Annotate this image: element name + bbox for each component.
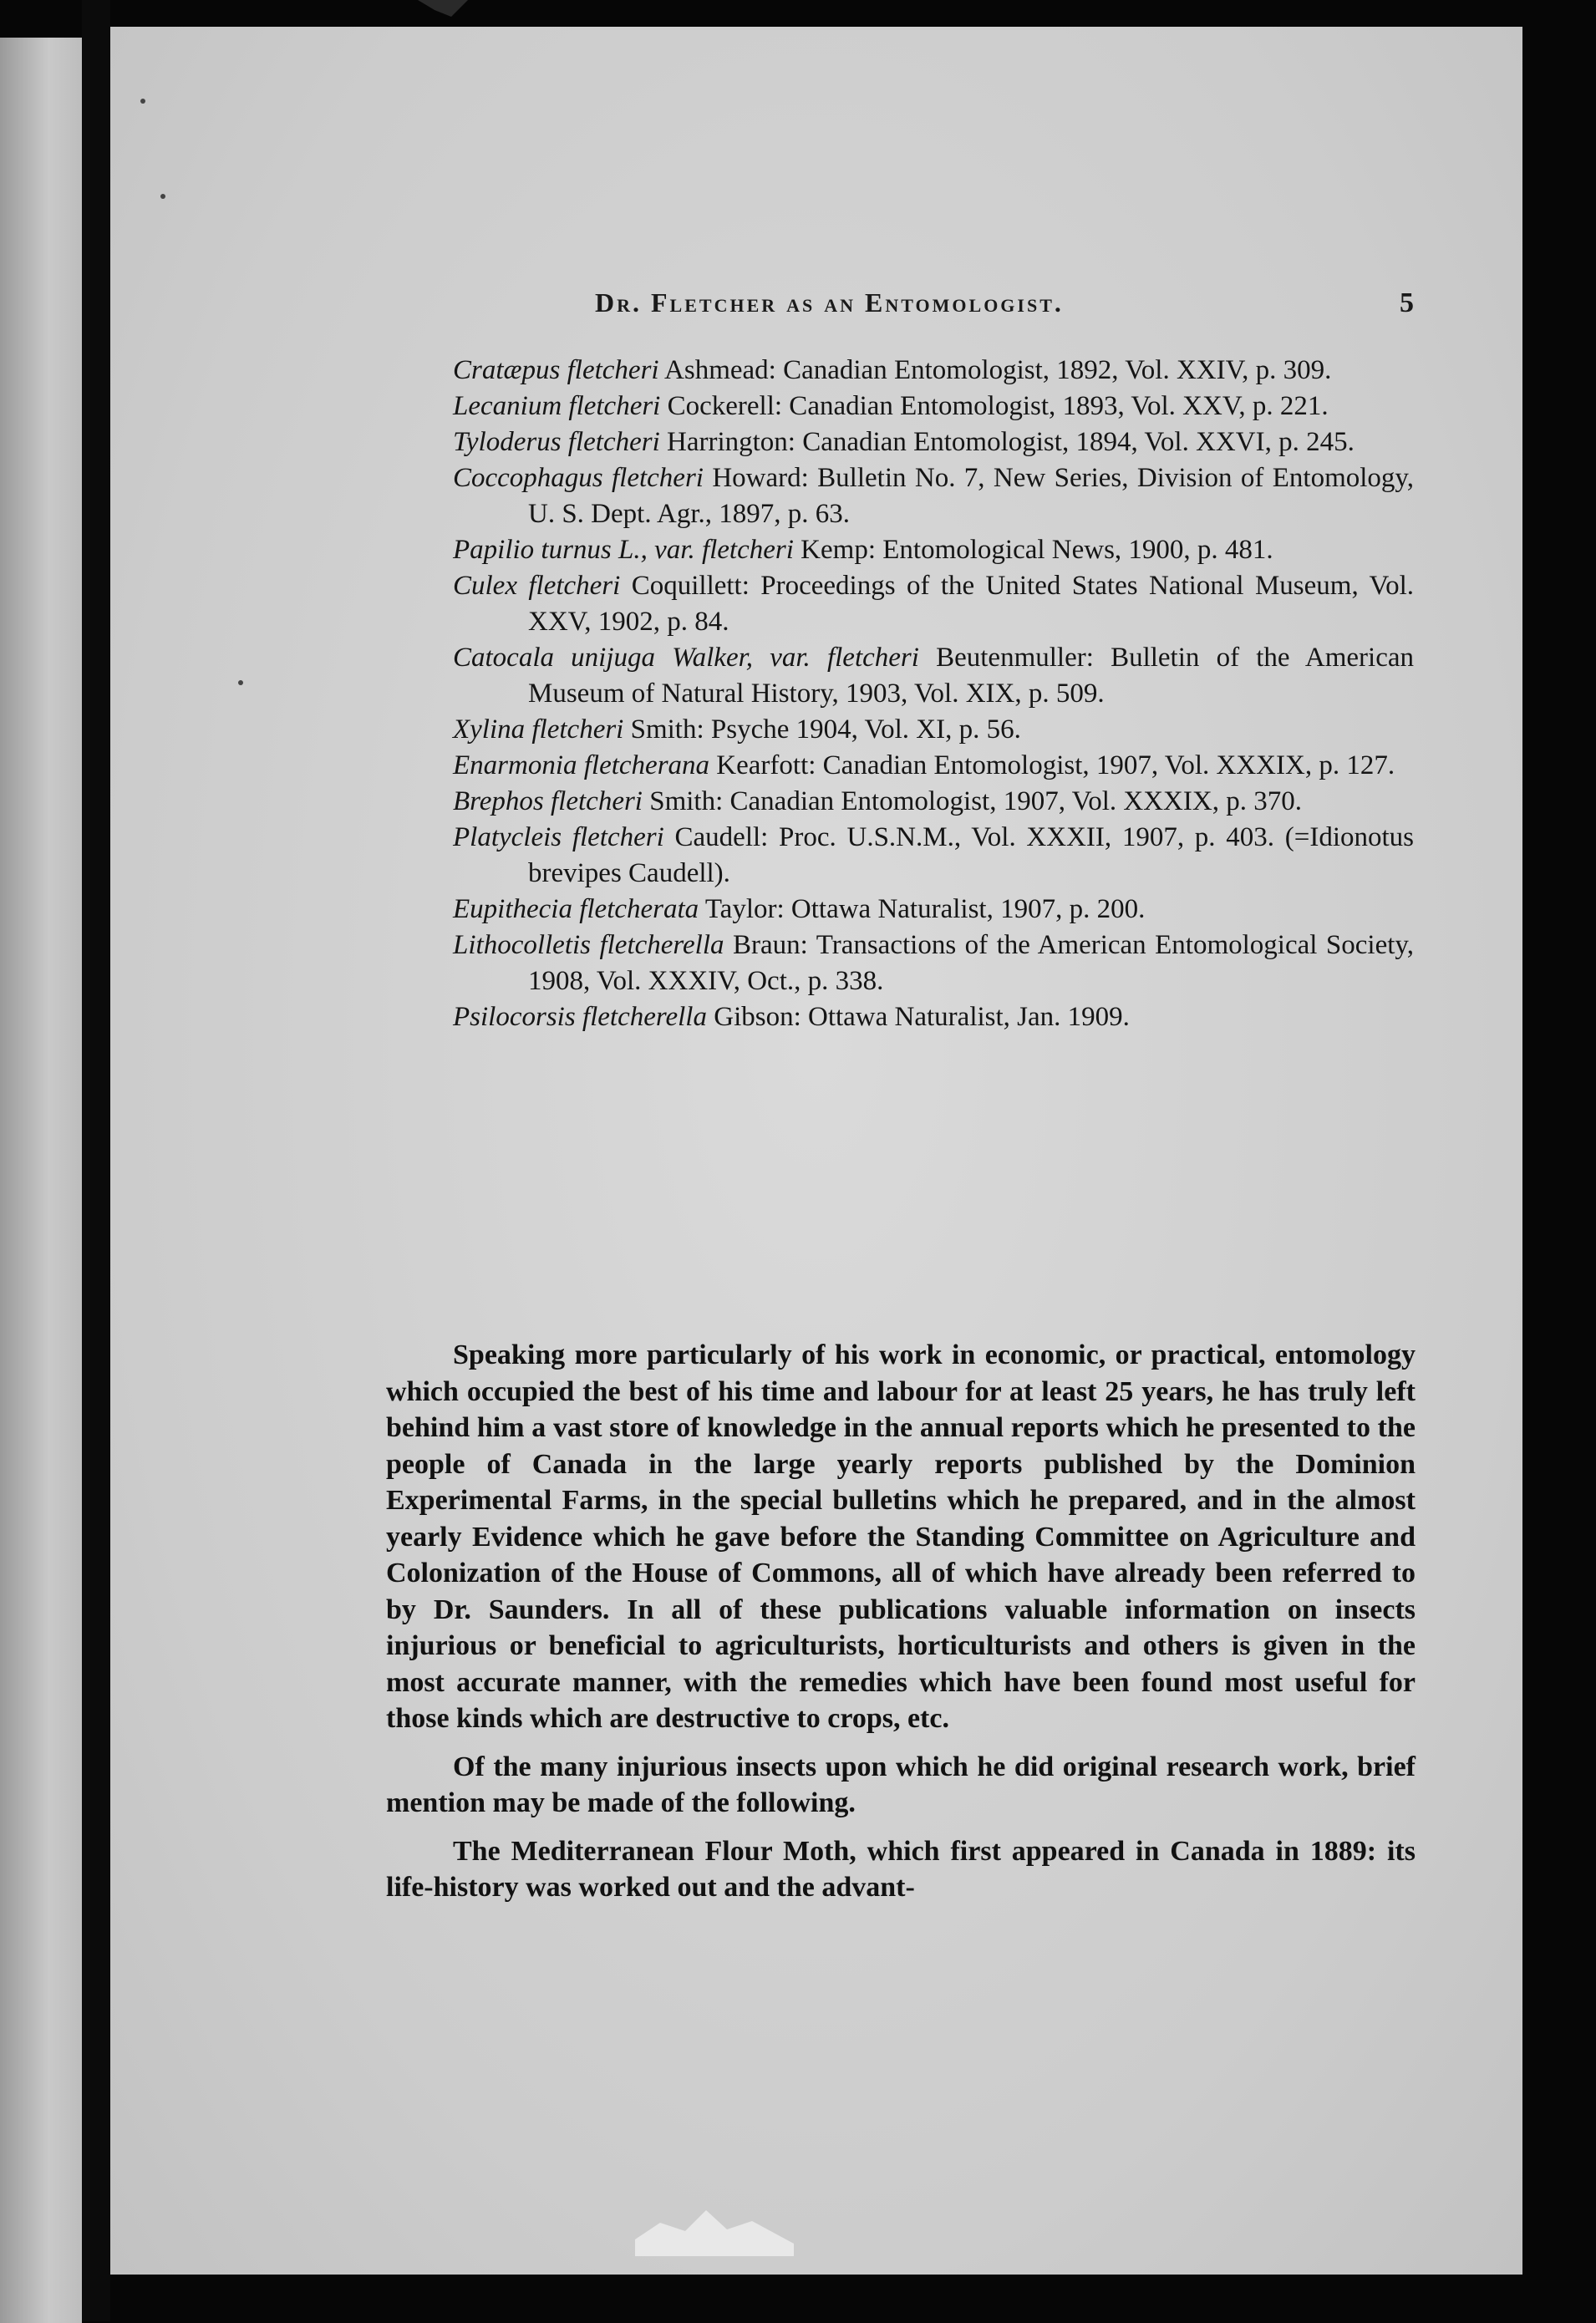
reference-item	[453, 928, 1414, 999]
citation: Beutenmuller: Bulletin of the American Museum of Natural History, 1903, Vol. XIX, p. 509.	[528, 643, 1415, 709]
reference-item	[453, 820, 1414, 892]
citation: Ashmead: Canadian Entomologist, 1892, Vol. XXIV, p. 309.	[664, 355, 1332, 385]
species-name: Lecanium fletcheri	[453, 391, 661, 421]
page-number: 5	[1400, 287, 1414, 318]
citation: Cockerell: Canadian Entomologist, 1893, Vol. XXV, p. 221.	[667, 391, 1329, 421]
species-name: Platycleis fletcheri	[453, 822, 664, 852]
citation: Gibson: Ottawa Naturalist, Jan. 1909.	[714, 1002, 1130, 1032]
ink-speck	[238, 680, 243, 685]
reference-item	[453, 424, 1414, 460]
species-name: Catocala unijuga Walker, var. fletcheri	[453, 643, 919, 673]
torn-paper-mark	[635, 2206, 794, 2256]
citation: Howard: Bulletin No. 7, New Series, Division of Entomology, U. S. Dept. Agr., 1897, p. 63.	[528, 463, 1415, 529]
citation: Kearfott: Canadian Entomologist, 1907, Vol. XXXIX, p. 127.	[716, 750, 1395, 780]
citation: Braun: Transactions of the American Entomological Society, 1908, Vol. XXXIV, Oct., p. 338.	[528, 930, 1414, 996]
citation: Caudell: Proc. U.S.N.M., Vol. XXXII, 1907, p. 403. (=Idionotus brevipes Caudell).	[528, 822, 1415, 888]
species-name: Tyloderus fletcheri	[453, 427, 660, 457]
reference-list	[453, 353, 1414, 1035]
species-name: Lithocolletis fletcherella	[453, 930, 724, 960]
page-header	[486, 287, 1414, 321]
reference-item	[453, 460, 1414, 532]
species-name: Brephos fletcheri	[453, 786, 643, 816]
left-page-edge	[0, 38, 82, 2323]
reference-item	[453, 568, 1414, 640]
top-edge-mark	[418, 0, 468, 20]
citation: Smith: Psyche 1904, Vol. XI, p. 56.	[630, 714, 1021, 745]
reference-item	[453, 892, 1414, 928]
species-name: Cratæpus fletcheri	[453, 355, 659, 385]
reference-item	[453, 389, 1414, 424]
reference-item	[453, 999, 1414, 1035]
species-name: Enarmonia fletcherana	[453, 750, 710, 780]
reference-item	[453, 748, 1414, 784]
body-text	[386, 1337, 1416, 1918]
species-name: Eupithecia fletcherata	[453, 894, 699, 924]
species-name: Culex fletcheri	[453, 571, 621, 601]
citation: Taylor: Ottawa Naturalist, 1907, p. 200.	[704, 894, 1146, 924]
running-title: Dr. Fletcher as an Entomologist.	[595, 287, 1064, 318]
citation: Harrington: Canadian Entomologist, 1894, Vol. XXVI, p. 245.	[667, 427, 1355, 457]
reference-item	[453, 712, 1414, 748]
scanned-page	[110, 27, 1522, 2275]
paragraph: Speaking more particularly of his work in economic, or practical, entomology which occupied the best of his time and labour for at least 25 years, he has truly left behind him a vast store of knowledge in the annual reports which he presented to the people of Canada in the large yearly reports published by the Dominion Experimental Farms, in the special bulletins which he prepared, and in the almost yearly Evidence which he gave before the Standing Committee on Agriculture and Colonization of the House of Commons, all of which have already been referred to by Dr. Saunders. In all of these publications valuable information on insects injurious or beneficial to agriculturists, horticulturists and others is given in the most accurate manner, with the remedies which have been found most useful for those kinds which are destructive to crops, etc.	[386, 1339, 1416, 1734]
reference-item	[453, 640, 1414, 712]
ink-speck	[160, 194, 165, 199]
species-name: Papilio turnus L., var. fletcheri	[453, 535, 794, 565]
reference-item	[453, 532, 1414, 568]
page-gutter	[82, 0, 110, 2321]
citation: Smith: Canadian Entomologist, 1907, Vol. XXXIX, p. 370.	[649, 786, 1302, 816]
species-name: Xylina fletcheri	[453, 714, 624, 745]
ink-speck	[140, 99, 145, 104]
reference-item	[453, 353, 1414, 389]
species-name: Coccophagus fletcheri	[453, 463, 704, 493]
paragraph: The Mediterranean Flour Moth, which first appeared in Canada in 1889: its life-history was worked out and the advant-	[386, 1835, 1416, 1903]
citation: Coquillett: Proceedings of the United States National Museum, Vol. XXV, 1902, p. 84.	[528, 571, 1414, 637]
citation: Kemp: Entomological News, 1900, p. 481.	[801, 535, 1273, 565]
reference-item	[453, 784, 1414, 820]
species-name: Psilocorsis fletcherella	[453, 1002, 707, 1032]
paragraph: Of the many injurious insects upon which he did original research work, brief mention may be made of the following.	[386, 1751, 1416, 1818]
